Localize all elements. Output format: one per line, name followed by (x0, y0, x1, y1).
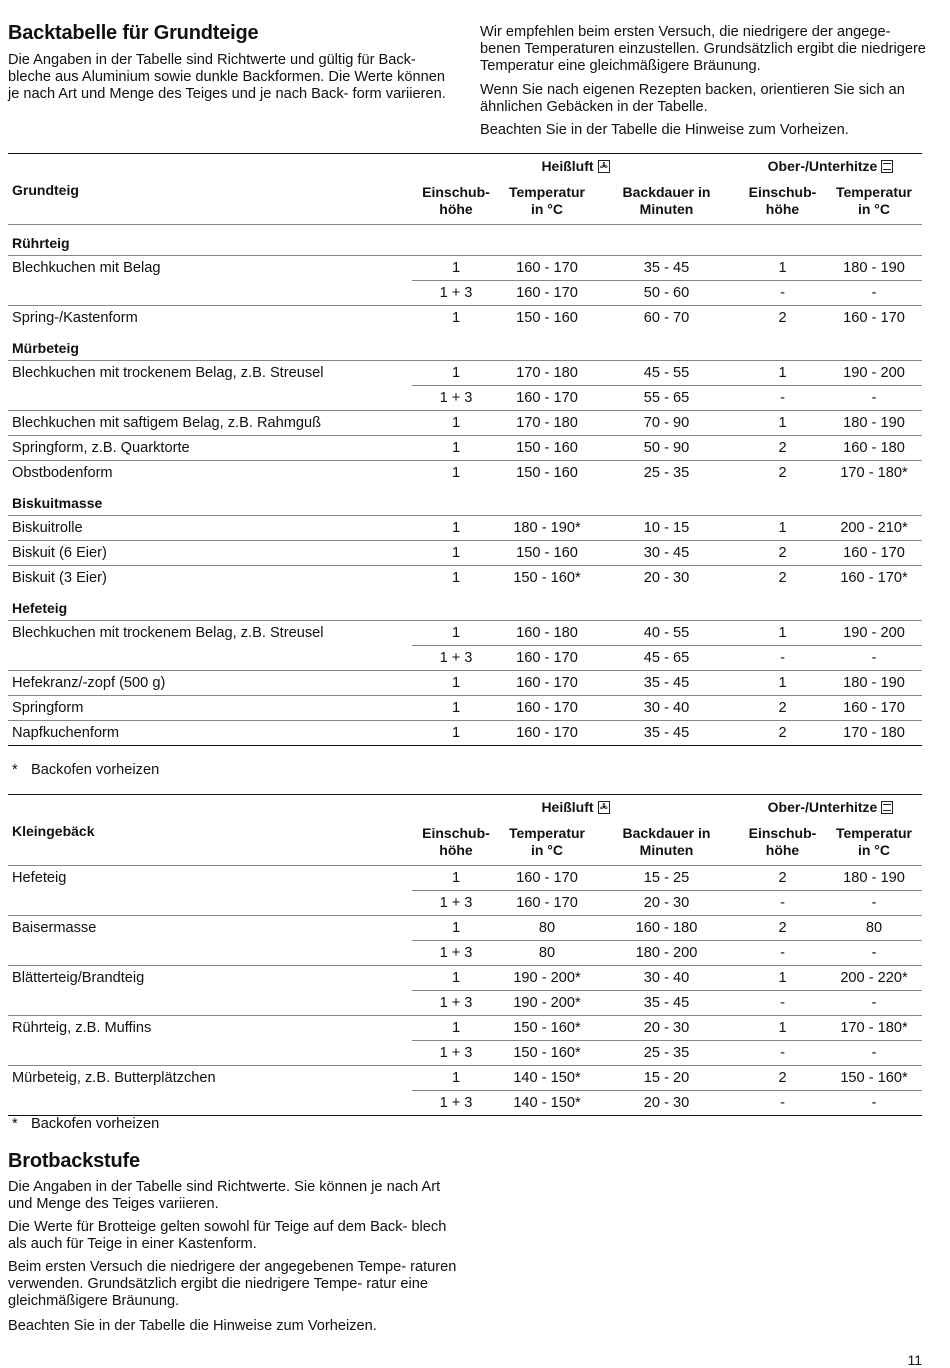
cell-h-level: 1 (412, 671, 500, 696)
column-header-temperatur: Temperatur in °C (500, 819, 594, 866)
cell-h-temp: 80 (500, 916, 594, 941)
header-ober-unterhitze (739, 795, 922, 820)
cell-h-temp: 170 - 180 (500, 361, 594, 386)
cell-o-level: 2 (739, 721, 826, 746)
cell-h-temp: 180 - 190* (500, 516, 594, 541)
row-label (8, 281, 412, 306)
table-row (8, 671, 922, 696)
table-row (8, 516, 922, 541)
cell-h-temp: 160 - 180 (500, 621, 594, 646)
cell-o-temp: 170 - 180* (826, 461, 922, 486)
row-label: Springform, z.B. Quarktorte (8, 436, 412, 461)
page-number: 11 (907, 1352, 922, 1368)
footnote: * Backofen vorheizen (12, 762, 160, 778)
cell-h-temp: 150 - 160* (500, 566, 594, 591)
fan-icon (598, 801, 610, 814)
cell-h-temp: 190 - 200* (500, 991, 594, 1016)
cell-o-level: - (739, 646, 826, 671)
cell-h-temp: 160 - 170 (500, 386, 594, 411)
cell-h-level: 1 (412, 411, 500, 436)
cell-o-level: - (739, 891, 826, 916)
table-row (8, 916, 922, 941)
table-row (8, 1016, 922, 1041)
header-ober-unterhitze (739, 154, 922, 179)
cell-o-temp: - (826, 386, 922, 411)
cell-o-temp: 200 - 210* (826, 516, 922, 541)
cell-h-temp: 160 - 170 (500, 721, 594, 746)
cell-o-temp: - (826, 1091, 922, 1116)
cell-h-time: 20 - 30 (594, 566, 739, 591)
baking-table-basic-doughs (8, 153, 922, 746)
cell-o-level: 1 (739, 966, 826, 991)
column-header-temperatur: Temperatur in °C (500, 178, 594, 225)
cell-h-temp: 160 - 170 (500, 646, 594, 671)
cell-h-temp: 160 - 170 (500, 891, 594, 916)
cell-o-level: 2 (739, 696, 826, 721)
cell-o-level: 1 (739, 671, 826, 696)
cell-h-time: 35 - 45 (594, 721, 739, 746)
cell-h-level: 1 (412, 966, 500, 991)
table-row (8, 411, 922, 436)
cell-h-level: 1 + 3 (412, 281, 500, 306)
column-header-backdauer: Backdauer in Minuten (594, 178, 739, 225)
cell-o-level: 2 (739, 916, 826, 941)
top-bottom-heat-icon (881, 160, 893, 173)
cell-h-temp: 150 - 160* (500, 1016, 594, 1041)
cell-h-time: 50 - 60 (594, 281, 739, 306)
row-label (8, 991, 412, 1016)
advice-paragraph: Wir empfehlen beim ersten Versuch, die niedrigere der angege- benen Temperaturen einzustellen. Grundsätzlich ergibt die niedrigere Temperatur eine gleichmäßigere Bräunung. (480, 24, 926, 74)
cell-o-level: 1 (739, 516, 826, 541)
cell-o-temp: 180 - 190 (826, 256, 922, 281)
cell-h-level: 1 + 3 (412, 1041, 500, 1066)
section-title: Backtabelle für Grundteige (8, 22, 259, 44)
cell-h-time: 20 - 30 (594, 1091, 739, 1116)
cell-h-temp: 150 - 160 (500, 541, 594, 566)
cell-h-level: 1 (412, 721, 500, 746)
table-row (8, 566, 922, 591)
row-label: Blätterteig/Brandteig (8, 966, 412, 991)
column-header-einschub: Einschub- höhe (739, 178, 826, 225)
cell-o-level: 2 (739, 436, 826, 461)
section-row (8, 590, 922, 621)
cell-o-temp: - (826, 991, 922, 1016)
table-row (8, 1091, 922, 1116)
cell-h-time: 25 - 35 (594, 461, 739, 486)
bread-paragraph: Die Angaben in der Tabelle sind Richtwerte. Sie können je nach Art und Menge des Teiges variieren. (8, 1179, 441, 1212)
cell-h-level: 1 (412, 256, 500, 281)
table-row (8, 721, 922, 746)
cell-o-temp: 160 - 180 (826, 436, 922, 461)
table-row (8, 866, 922, 891)
table-row (8, 306, 922, 331)
column-header-kleingebaeck: Kleingebäck (8, 819, 412, 866)
row-label (8, 891, 412, 916)
table-row (8, 941, 922, 966)
column-header-einschub: Einschub- höhe (412, 178, 500, 225)
cell-h-time: 30 - 45 (594, 541, 739, 566)
baking-table-small-pastries (8, 794, 922, 1116)
table-row (8, 891, 922, 916)
heissluft-label: Heißluft (541, 158, 594, 174)
fan-icon (598, 160, 610, 173)
table-row (8, 646, 922, 671)
cell-h-level: 1 (412, 621, 500, 646)
cell-h-level: 1 + 3 (412, 891, 500, 916)
cell-o-level: 2 (739, 1066, 826, 1091)
cell-h-temp: 170 - 180 (500, 411, 594, 436)
top-bottom-heat-icon (881, 801, 893, 814)
cell-h-level: 1 (412, 1016, 500, 1041)
row-label: Hefeteig (12, 870, 67, 887)
cell-h-temp: 160 - 170 (516, 870, 578, 886)
table-row (8, 361, 922, 386)
row-label (8, 1091, 412, 1116)
section-title: Brotbackstufe (8, 1150, 140, 1172)
cell-h-temp: 160 - 170 (500, 256, 594, 281)
cell-h-time: 15 - 25 (643, 870, 690, 886)
column-header-einschub: Einschub- höhe (412, 819, 500, 866)
cell-o-temp: - (826, 1041, 922, 1066)
cell-o-level: 2 (739, 306, 826, 331)
cell-h-time: 55 - 65 (594, 386, 739, 411)
cell-o-temp: - (826, 941, 922, 966)
cell-h-time: 60 - 70 (594, 306, 739, 331)
row-label: Blechkuchen mit trockenem Belag, z.B. Streusel (8, 361, 412, 386)
cell-o-temp: 180 - 190 (826, 411, 922, 436)
row-label: Rührteig, z.B. Muffins (8, 1016, 412, 1041)
cell-o-level: - (739, 941, 826, 966)
cell-h-level: 1 (412, 1066, 500, 1091)
cell-h-temp: 150 - 160 (500, 306, 594, 331)
ober-unterhitze-label: Ober-/Unterhitze (767, 158, 878, 174)
cell-o-temp: 160 - 170 (826, 696, 922, 721)
column-header-backdauer: Backdauer in Minuten (594, 819, 739, 866)
cell-o-level: - (739, 1041, 826, 1066)
cell-o-level: - (739, 1091, 826, 1116)
cell-h-level: 1 (412, 306, 500, 331)
advice-paragraph: Wenn Sie nach eigenen Rezepten backen, orientieren Sie sich an ähnlichen Gebäcken in der Tabelle. (480, 82, 905, 115)
cell-h-time: 45 - 55 (594, 361, 739, 386)
cell-h-level: 1 + 3 (412, 991, 500, 1016)
cell-o-level: 2 (739, 566, 826, 591)
row-label (8, 1041, 412, 1066)
cell-o-temp: 190 - 200 (826, 361, 922, 386)
bread-paragraph: Beachten Sie in der Tabelle die Hinweise zum Vorheizen. (8, 1318, 377, 1334)
table-row (8, 461, 922, 486)
cell-o-temp: - (826, 646, 922, 671)
cell-h-time: 70 - 90 (594, 411, 739, 436)
cell-o-level: 1 (739, 256, 826, 281)
intro-paragraph: Die Angaben in der Tabelle sind Richtwerte und gültig für Back- bleche aus Aluminium sowie dunkle Backformen. Die Werte können je nach Art und Menge des Teiges und je nach Back- form variieren. (8, 52, 446, 102)
cell-h-level: 1 + 3 (412, 386, 500, 411)
row-label: Obstbodenform (8, 461, 412, 486)
header-heissluft (412, 154, 739, 179)
cell-o-temp: 190 - 200 (826, 621, 922, 646)
cell-o-temp: 160 - 170 (826, 541, 922, 566)
row-label: Springform (8, 696, 412, 721)
table-row (8, 696, 922, 721)
row-label: Blechkuchen mit trockenem Belag, z.B. Streusel (8, 621, 412, 646)
cell-o-level: - (739, 386, 826, 411)
cell-h-level: 1 (412, 916, 500, 941)
cell-h-level: 1 (451, 870, 461, 886)
cell-h-time: 30 - 40 (594, 696, 739, 721)
table-row (8, 621, 922, 646)
cell-h-time: 35 - 45 (594, 256, 739, 281)
cell-o-temp: - (826, 281, 922, 306)
cell-o-level: 2 (739, 461, 826, 486)
cell-o-temp: 80 (826, 916, 922, 941)
row-label: Biskuit (3 Eier) (8, 566, 412, 591)
cell-h-time: 35 - 45 (594, 991, 739, 1016)
cell-h-temp: 140 - 150* (500, 1066, 594, 1091)
column-header-einschub: Einschub- höhe (739, 819, 826, 866)
row-label: Hefekranz/-zopf (500 g) (8, 671, 412, 696)
cell-o-level: 1 (739, 1016, 826, 1041)
section-row (8, 330, 922, 361)
column-header-temperatur: Temperatur in °C (826, 178, 922, 225)
cell-h-time: 180 - 200 (594, 941, 739, 966)
cell-h-temp: 80 (500, 941, 594, 966)
cell-h-temp: 140 - 150* (500, 1091, 594, 1116)
cell-o-temp: 160 - 170 (826, 306, 922, 331)
row-label: Baisermasse (8, 916, 412, 941)
cell-o-level: 1 (739, 411, 826, 436)
section-heading: Hefeteig (12, 600, 68, 616)
table-row (8, 436, 922, 461)
cell-h-level: 1 + 3 (412, 941, 500, 966)
footnote: * Backofen vorheizen (12, 1116, 160, 1132)
cell-h-temp: 150 - 160 (500, 461, 594, 486)
section-heading: Mürbeteig (12, 340, 79, 356)
table-row (8, 991, 922, 1016)
column-header-temperatur: Temperatur in °C (826, 819, 922, 866)
table-row (8, 256, 922, 281)
bread-paragraph: Beim ersten Versuch die niedrigere der angegebenen Tempe- raturen verwenden. Grundsätzlich ergibt die niedrigere Tempe- ratur eine gleichmäßigere Bräunung. (8, 1259, 457, 1309)
cell-h-temp: 160 - 170 (500, 671, 594, 696)
heissluft-label: Heißluft (541, 799, 594, 815)
cell-o-level: 2 (739, 541, 826, 566)
row-label: Blechkuchen mit Belag (8, 256, 412, 281)
header-heissluft (412, 795, 739, 820)
cell-o-temp: 170 - 180* (826, 1016, 922, 1041)
cell-o-temp: - (826, 891, 922, 916)
cell-o-level: 1 (739, 621, 826, 646)
cell-h-time: 20 - 30 (594, 1016, 739, 1041)
cell-h-level: 1 (412, 541, 500, 566)
row-label (8, 646, 412, 671)
row-label: Spring-/Kastenform (8, 306, 412, 331)
cell-h-time: 45 - 65 (594, 646, 739, 671)
advice-paragraph: Beachten Sie in der Tabelle die Hinweise zum Vorheizen. (480, 122, 849, 138)
ober-unterhitze-label: Ober-/Unterhitze (767, 799, 878, 815)
cell-h-time: 20 - 30 (594, 891, 739, 916)
cell-o-temp: 200 - 220* (826, 966, 922, 991)
cell-h-level: 1 + 3 (412, 646, 500, 671)
cell-o-temp: 160 - 170* (826, 566, 922, 591)
cell-h-temp: 150 - 160* (500, 1041, 594, 1066)
cell-o-temp: 150 - 160* (826, 1066, 922, 1091)
table-row (8, 386, 922, 411)
column-header-grundteig: Grundteig (8, 178, 412, 225)
cell-h-level: 1 (412, 436, 500, 461)
cell-h-level: 1 + 3 (412, 1091, 500, 1116)
row-label: Biskuitrolle (8, 516, 412, 541)
cell-h-temp: 190 - 200* (500, 966, 594, 991)
cell-o-temp: 180 - 190 (826, 671, 922, 696)
row-label: Blechkuchen mit saftigem Belag, z.B. Rahmguß (8, 411, 412, 436)
table-row (8, 541, 922, 566)
cell-o-level: - (739, 281, 826, 306)
cell-o-level: - (739, 991, 826, 1016)
cell-h-temp: 150 - 160 (500, 436, 594, 461)
cell-h-time: 40 - 55 (594, 621, 739, 646)
cell-h-temp: 160 - 170 (500, 281, 594, 306)
row-label: Mürbeteig, z.B. Butterplätzchen (8, 1066, 412, 1091)
bread-paragraph: Die Werte für Brotteige gelten sowohl für Teige auf dem Back- blech als auch für Teige in einer Kastenform. (8, 1219, 447, 1252)
cell-h-level: 1 (412, 461, 500, 486)
row-label (8, 386, 412, 411)
table-row (8, 281, 922, 306)
cell-h-time: 30 - 40 (594, 966, 739, 991)
cell-h-time: 35 - 45 (594, 671, 739, 696)
section-heading: Rührteig (12, 235, 70, 251)
cell-h-level: 1 (412, 361, 500, 386)
cell-o-level: 2 (778, 870, 787, 886)
section-row (8, 225, 922, 256)
cell-o-level: 1 (739, 361, 826, 386)
section-heading: Biskuitmasse (12, 495, 103, 511)
cell-h-time: 25 - 35 (594, 1041, 739, 1066)
cell-o-temp: 170 - 180 (826, 721, 922, 746)
cell-h-level: 1 (412, 516, 500, 541)
row-label: Napfkuchenform (8, 721, 412, 746)
cell-h-temp: 160 - 170 (500, 696, 594, 721)
cell-h-time: 15 - 20 (594, 1066, 739, 1091)
row-label (8, 941, 412, 966)
cell-h-time: 10 - 15 (594, 516, 739, 541)
cell-h-time: 50 - 90 (594, 436, 739, 461)
table-row (8, 966, 922, 991)
cell-o-temp: 180 - 190 (843, 870, 905, 886)
cell-h-level: 1 (412, 566, 500, 591)
cell-h-level: 1 (412, 696, 500, 721)
table-row (8, 1066, 922, 1091)
row-label: Biskuit (6 Eier) (8, 541, 412, 566)
table-row (8, 1041, 922, 1066)
section-row (8, 485, 922, 516)
cell-h-time: 160 - 180 (594, 916, 739, 941)
